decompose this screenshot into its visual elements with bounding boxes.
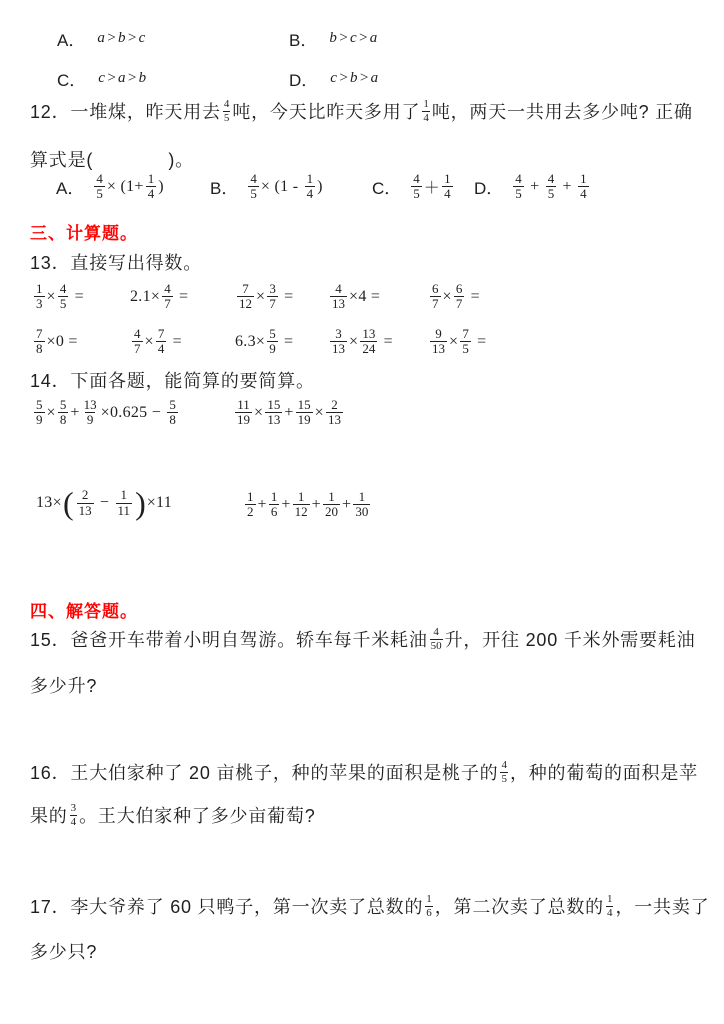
fraction: $\frac{3}{7}$ <box>269 281 276 312</box>
q11-option-d <box>289 66 380 91</box>
q11-option-a-text: a>b>c <box>97 30 147 46</box>
q13-item-4 <box>328 282 380 312</box>
big-paren: ) <box>135 485 146 521</box>
text-run: × <box>46 403 56 421</box>
text-run: 6.3× <box>235 332 266 350</box>
fraction: $\frac{13}{24}$ <box>362 326 376 357</box>
fraction: $\frac{1}{4}$ <box>606 893 613 919</box>
text-run: 15．爸爸开车带着小明自驾游。轿车每千米耗油 <box>30 630 428 650</box>
text-run: ，第二次卖了总数的 <box>434 897 604 917</box>
text-run: × <box>254 403 264 421</box>
fraction: $\frac{5}{9}$ <box>269 326 276 357</box>
big-paren: ( <box>62 485 74 521</box>
q12-line2: 算式是( )。 <box>30 150 194 170</box>
q14-expr-1 <box>32 398 180 428</box>
q13-item-10 <box>428 327 486 357</box>
text-run: − <box>95 494 114 511</box>
fraction: $\frac{5}{8}$ <box>59 397 67 428</box>
q12-option-d-expr <box>511 172 590 202</box>
fraction: $\frac{4}{7}$ <box>164 281 171 312</box>
fraction: $\frac{1}{4}$ <box>423 98 429 124</box>
q16-line1 <box>30 759 698 785</box>
text-run: 升，开往 200 千米外需要耗油 <box>444 630 696 650</box>
fraction: $\frac{1}{30}$ <box>355 489 369 520</box>
text-run: ×0.625 − <box>100 403 166 421</box>
text-run: × (1+ <box>106 177 144 195</box>
fraction: $\frac{9}{13}$ <box>432 326 445 357</box>
text-run: + <box>257 495 267 513</box>
q12-option-a <box>56 172 164 202</box>
fraction: $\frac{1}{6}$ <box>270 489 278 520</box>
q11-option-c-text: c>a>b <box>98 70 148 86</box>
fraction: $\frac{4}{5}$ <box>59 281 67 312</box>
q11-option-a <box>57 26 147 51</box>
q14-expr-2 <box>233 398 345 428</box>
q11-option-b <box>289 26 379 51</box>
fraction: $\frac{1}{4}$ <box>444 171 451 202</box>
text-run: × <box>256 287 266 305</box>
q11-option-c <box>57 66 148 91</box>
q13-item-8 <box>235 327 293 357</box>
fraction: $\frac{4}{5}$ <box>515 171 522 202</box>
fraction: $\frac{4}{5}$ <box>547 171 555 202</box>
fraction: $\frac{6}{7}$ <box>432 281 439 312</box>
fraction: $\frac{1}{3}$ <box>36 281 43 312</box>
fraction: $\frac{7}{8}$ <box>36 326 43 357</box>
q12-option-d <box>474 172 591 202</box>
fraction: $\frac{6}{7}$ <box>455 281 463 312</box>
text-run: = <box>379 332 393 350</box>
fraction: $\frac{1}{6}$ <box>426 893 432 919</box>
fraction: $\frac{4}{5}$ <box>501 759 507 785</box>
q13-item-7 <box>130 327 182 357</box>
q14-expr-4 <box>243 490 372 520</box>
fraction: $\frac{7}{4}$ <box>157 326 165 357</box>
q11-option-a-letter: A． <box>57 31 86 50</box>
q14-expr-3 <box>36 487 172 519</box>
section-4-title: 四、解答题。 <box>30 602 138 621</box>
fraction: $\frac{3}{4}$ <box>70 802 77 828</box>
fraction: $\frac{11}{19}$ <box>237 397 250 428</box>
q15-line1 <box>30 626 695 652</box>
fraction: $\frac{7}{5}$ <box>462 326 469 357</box>
text-run: = <box>168 332 182 350</box>
fraction: $\frac{4}{5}$ <box>96 171 103 202</box>
text-run: ＋ <box>423 180 441 198</box>
fraction: $\frac{2}{13}$ <box>78 487 92 518</box>
text-run: 16．王大伯家种了 20 亩桃子，种的苹果的面积是桃子的 <box>30 763 499 783</box>
text-run: × (1 - <box>260 177 303 195</box>
text-run: = <box>466 287 480 305</box>
fraction: $\frac{1}{20}$ <box>324 489 338 520</box>
q15-line2: 多少升? <box>30 676 98 696</box>
q16-line2 <box>30 802 316 828</box>
text-run: × <box>442 287 452 305</box>
fraction: $\frac{15}{19}$ <box>297 397 311 428</box>
text-run: ，一共卖了 <box>615 897 710 917</box>
text-run: + <box>311 495 321 513</box>
q11-option-b-letter: B． <box>289 31 318 50</box>
text-run: = <box>279 287 294 305</box>
text-run: ×11 <box>146 494 173 511</box>
fraction: $\frac{4}{50}$ <box>430 626 442 652</box>
q12-line1 <box>30 98 693 124</box>
text-run: + <box>341 495 352 513</box>
q11-option-d-letter: D． <box>289 71 319 90</box>
q12-option-b <box>210 172 323 202</box>
q14-title: 14．下面各题，能简算的要简算。 <box>30 371 315 391</box>
q12-option-c-letter: C． <box>372 179 402 199</box>
text-run: = <box>70 287 84 305</box>
q13-item-1 <box>32 282 84 312</box>
fraction: $\frac{4}{5}$ <box>223 98 230 124</box>
q17-line1 <box>30 893 709 919</box>
q11-option-b-text: b>c>a <box>329 30 379 46</box>
text-run: 吨，两天一共用去多少吨? 正确 <box>431 102 693 122</box>
q12-option-a-expr <box>92 172 164 202</box>
fraction: $\frac{5}{9}$ <box>36 397 43 428</box>
q12-option-c-expr <box>409 172 454 202</box>
fraction: $\frac{4}{13}$ <box>332 281 345 312</box>
text-run: × <box>144 332 154 350</box>
text-run: ) <box>158 177 164 195</box>
q13-item-9 <box>328 327 393 357</box>
text-run: 果的 <box>30 806 68 826</box>
fraction: $\frac{1}{12}$ <box>294 489 308 520</box>
text-run: ) <box>317 177 323 195</box>
q13-title: 13．直接写出得数。 <box>30 253 203 273</box>
q13-item-5 <box>428 282 480 312</box>
q13-item-6 <box>32 327 78 357</box>
q12-option-b-expr <box>246 172 322 202</box>
text-run: 吨，今天比昨天多用了 <box>232 102 421 122</box>
fraction: $\frac{5}{8}$ <box>169 397 176 428</box>
fraction: $\frac{7}{12}$ <box>239 281 252 312</box>
fraction: $\frac{4}{7}$ <box>134 326 141 357</box>
q13-item-3 <box>235 282 293 312</box>
q11-option-c-letter: C． <box>57 71 87 90</box>
text-run: = <box>472 332 487 350</box>
q17-line2: 多少只? <box>30 942 98 962</box>
fraction: $\frac{15}{13}$ <box>267 397 281 428</box>
q12-option-d-letter: D． <box>474 179 504 199</box>
text-run: + <box>281 495 291 513</box>
text-run: + <box>284 403 294 421</box>
fraction: $\frac{3}{13}$ <box>332 326 345 357</box>
text-run: + <box>558 177 577 195</box>
text-run: ×0 = <box>46 332 78 350</box>
fraction: $\frac{13}{9}$ <box>83 397 97 428</box>
fraction: $\frac{2}{13}$ <box>327 397 341 428</box>
text-run: 2.1× <box>130 287 161 305</box>
q13-item-2 <box>130 282 188 312</box>
text-run: 12．一堆煤，昨天用去 <box>30 102 221 122</box>
fraction: $\frac{4}{5}$ <box>413 171 420 202</box>
q11-option-d-text: c>b>a <box>330 70 380 86</box>
fraction: $\frac{4}{5}$ <box>250 171 257 202</box>
q12-option-a-letter: A． <box>56 179 85 199</box>
q12-option-b-letter: B． <box>210 179 239 199</box>
fraction: $\frac{1}{2}$ <box>247 489 254 520</box>
text-run: × <box>46 287 56 305</box>
q12-option-c <box>372 172 455 202</box>
text-run: ×4 = <box>349 287 381 305</box>
text-run: 17．李大爷养了 60 只鸭子，第一次卖了总数的 <box>30 897 424 917</box>
fraction: $\frac{1}{11}$ <box>117 487 131 518</box>
text-run: × <box>349 332 359 350</box>
text-run: × <box>314 403 324 421</box>
text-run: 。王大伯家种了多少亩葡萄? <box>79 806 316 826</box>
text-run: × <box>449 332 459 350</box>
section-3-title: 三、计算题。 <box>30 224 138 243</box>
fraction: $\frac{1}{4}$ <box>580 171 587 202</box>
fraction: $\frac{1}{4}$ <box>147 171 155 202</box>
text-run: + <box>70 403 80 421</box>
text-run: + <box>525 177 544 195</box>
text-run: ，种的葡萄的面积是苹 <box>509 763 698 783</box>
text-run: = <box>279 332 294 350</box>
text-run: = <box>174 287 189 305</box>
fraction: $\frac{1}{4}$ <box>306 171 314 202</box>
text-run: 13× <box>36 494 62 511</box>
